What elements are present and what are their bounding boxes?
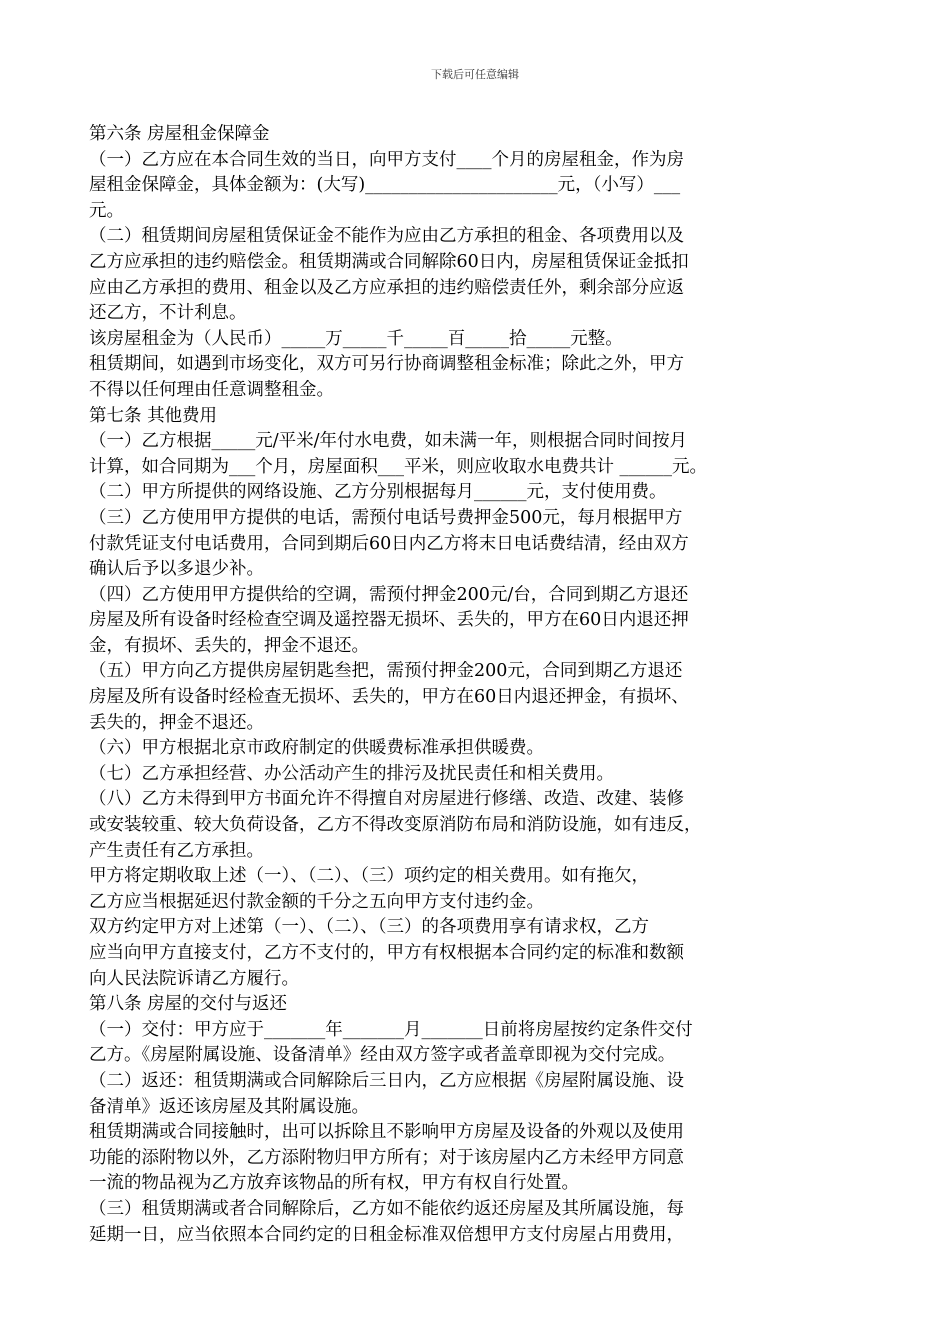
- text-line: 乙方。《房屋附属设施、设备清单》经由双方签字或者盖章即视为交付完成。: [89, 1045, 676, 1066]
- text-line: 金，有损坏、丢失的，押金不退还。: [89, 635, 369, 656]
- text-line: （五）甲方向乙方提供房屋钥匙叁把，需预付押金200元，合同到期乙方退还: [89, 661, 683, 682]
- text-line: （一）乙方根据_____元/平米/年付水电费，如未满一年，则根据合同时间按月: [89, 431, 688, 452]
- text-line: （三）租赁期满或者合同解除后，乙方如不能依约返还房屋及其所属设施，每: [89, 1198, 684, 1219]
- page-header: 下载后可任意编辑: [431, 68, 519, 81]
- text-line: （八）乙方未得到甲方书面允许不得擅自对房屋进行修缮、改造、改建、装修: [89, 789, 684, 810]
- text-line: 房屋及所有设备时经检查无损坏、丢失的，甲方在60日内退还押金，有损坏、: [89, 687, 689, 708]
- text-line: （二）返还：租赁期满或合同解除后三日内，乙方应根据《房屋附属设施、设: [89, 1070, 684, 1091]
- text-line: 双方约定甲方对上述第（一）、（二）、（三）的各项费用享有请求权，乙方: [89, 917, 649, 938]
- text-line: （七）乙方承担经营、办公活动产生的排污及扰民责任和相关费用。: [89, 763, 614, 784]
- text-line: （二）甲方所提供的网络设施、乙方分别根据每月______元，支付使用费。: [89, 482, 667, 503]
- text-line: 第七条 其他费用: [89, 405, 218, 426]
- text-line: 或安装较重、较大负荷设备，乙方不得改变原消防布局和消防设施，如有违反，: [89, 815, 702, 836]
- text-line: 元。: [89, 200, 124, 221]
- text-line: 甲方将定期收取上述（一）、（二）、（三）项约定的相关费用。如有拖欠，: [89, 866, 649, 887]
- text-line: 房屋及所有设备时经检查空调及遥控器无损坏、丢失的，甲方在60日内退还押: [89, 610, 689, 631]
- text-line: （四）乙方使用甲方提供给的空调，需预付押金200元/台，合同到期乙方退还: [89, 584, 689, 605]
- text-line: 该房屋租金为（人民币）_____万_____千_____百_____拾_____元整。: [89, 328, 623, 349]
- contract-body: [89, 122, 869, 1248]
- text-line: （二）租赁期间房屋租赁保证金不能作为应由乙方承担的租金、各项费用以及: [89, 226, 684, 247]
- text-line: 乙方应当根据延迟付款金额的千分之五向甲方支付违约金。: [89, 891, 544, 912]
- text-line: 租赁期满或合同接触时，出可以拆除且不影响甲方房屋及设备的外观以及使用: [89, 1122, 684, 1143]
- text-line: 丢失的，押金不退还。: [89, 712, 264, 733]
- text-line: 产生责任有乙方承担。: [89, 840, 264, 861]
- text-line: 计算，如合同期为___个月，房屋面积___平米，则应收取水电费共计 ______元。: [89, 456, 708, 477]
- text-line: 向人民法院诉请乙方履行。: [89, 968, 299, 989]
- text-line: （一）交付：甲方应于_______年_______月_______日前将房屋按约定条件交付: [89, 1019, 693, 1040]
- text-line: 不得以任何理由任意调整租金。: [89, 379, 334, 400]
- text-line: 应当向甲方直接支付，乙方不支付的，甲方有权根据本合同约定的标准和数额: [89, 943, 684, 963]
- text-line: 屋租金保障金，具体金额为：(大写)______________________元，（小写）___: [89, 175, 681, 196]
- text-line: 第六条 房屋租金保障金: [89, 124, 270, 144]
- text-line: 备清单》返还该房屋及其附属设施。: [89, 1096, 369, 1117]
- text-line: 延期一日，应当依照本合同约定的日租金标准双倍想甲方支付房屋占用费用，: [89, 1224, 684, 1245]
- text-line: 乙方应承担的违约赔偿金。租赁期满或合同解除60日内，房屋租赁保证金抵扣: [89, 251, 689, 272]
- text-line: （三）乙方使用甲方提供的电话，需预付电话号费押金500元，每月根据甲方: [89, 507, 683, 528]
- text-line: 还乙方，不计利息。: [89, 303, 247, 324]
- text-line: 功能的添附物以外，乙方添附物归甲方所有；对于该房屋内乙方未经甲方同意: [89, 1147, 684, 1168]
- text-line: 第八条 房屋的交付与返还: [89, 994, 288, 1015]
- text-line: 租赁期间，如遇到市场变化，双方可另行协商调整租金标准；除此之外，甲方: [89, 354, 684, 375]
- text-line: 付款凭证支付电话费用，合同到期后60日内乙方将末日电话费结清，经由双方: [89, 533, 689, 554]
- text-line: 确认后予以多退少补。: [89, 559, 264, 580]
- text-line: 应由乙方承担的费用、租金以及乙方应承担的违约赔偿责任外，剩余部分应返: [89, 277, 684, 298]
- text-line: 一流的物品视为乙方放弃该物品的所有权，甲方有权自行处置。: [89, 1173, 579, 1194]
- text-line: （一）乙方应在本合同生效的当日，向甲方支付____个月的房屋租金，作为房: [89, 149, 684, 170]
- text-line: （六）甲方根据北京市政府制定的供暖费标准承担供暖费。: [89, 738, 544, 759]
